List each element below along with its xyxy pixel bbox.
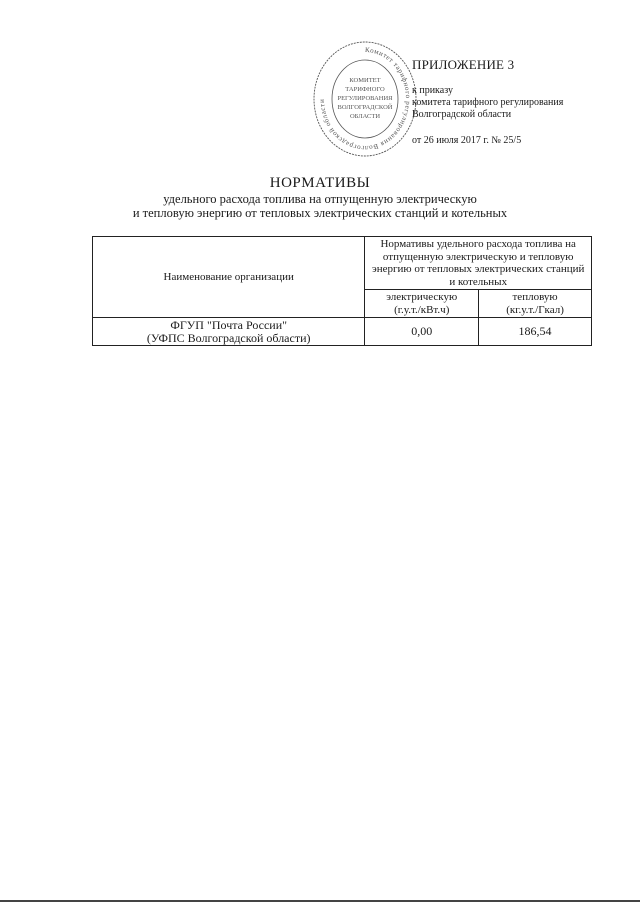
organization-branch: (УФПС Волгоградской области) bbox=[146, 330, 311, 345]
organization-name: ФГУП "Почта России" bbox=[170, 318, 288, 332]
document-subtitle-line2: и тепловую энергию от тепловых электрических станций и котельных bbox=[132, 206, 508, 220]
scan-edge-line bbox=[0, 900, 640, 902]
heat-value: 186,54 bbox=[479, 318, 592, 346]
appendix-block bbox=[412, 58, 563, 148]
header-organization: Наименование организации bbox=[93, 237, 365, 318]
stamp-ring-text: Комитет тарифного регулирования Волгоградской области bbox=[317, 45, 412, 153]
electric-value: 0,00 bbox=[365, 318, 479, 346]
stamp-inner-line: ВОЛГОГРАДСКОЙ bbox=[337, 104, 393, 111]
subheader-electric bbox=[365, 290, 479, 318]
document-title: НОРМАТИВЫ bbox=[269, 175, 371, 191]
subheader-electric-label: электрическую bbox=[386, 291, 458, 303]
stamp-inner-line: ТАРИФНОГО bbox=[345, 86, 385, 93]
stamp-inner-line: РЕГУЛИРОВАНИЯ bbox=[337, 95, 393, 102]
appendix-title: ПРИЛОЖЕНИЕ 3 bbox=[412, 57, 515, 72]
official-stamp bbox=[312, 40, 418, 158]
subheader-heat-label: тепловую bbox=[512, 291, 558, 303]
organization-cell bbox=[93, 318, 365, 346]
subheader-heat bbox=[479, 290, 592, 318]
table-row bbox=[93, 318, 592, 346]
appendix-order-ref: к приказу bbox=[412, 85, 453, 96]
stamp-inner-line: ОБЛАСТИ bbox=[349, 113, 381, 120]
header-norms: Нормативы удельного расхода топлива на отпущенную электрическую и тепловую энергию от тепловых электрических станций и котельных bbox=[365, 237, 592, 290]
subheader-electric-unit: (г.у.т./кВт.ч) bbox=[394, 303, 450, 316]
table-header-row bbox=[93, 237, 592, 290]
document-heading bbox=[0, 175, 640, 220]
document-subtitle-line1: удельного расхода топлива на отпущенную электрическую bbox=[163, 192, 477, 206]
norms-table bbox=[92, 236, 592, 346]
stamp-inner-line: КОМИТЕТ bbox=[349, 77, 381, 84]
subheader-heat-unit: (кг.у.т./Гкал) bbox=[506, 303, 564, 316]
appendix-committee: комитета тарифного регулирования bbox=[412, 97, 564, 108]
appendix-date: от 26 июля 2017 г. № 25/5 bbox=[412, 135, 522, 146]
appendix-region: Волгоградской области bbox=[412, 109, 512, 120]
